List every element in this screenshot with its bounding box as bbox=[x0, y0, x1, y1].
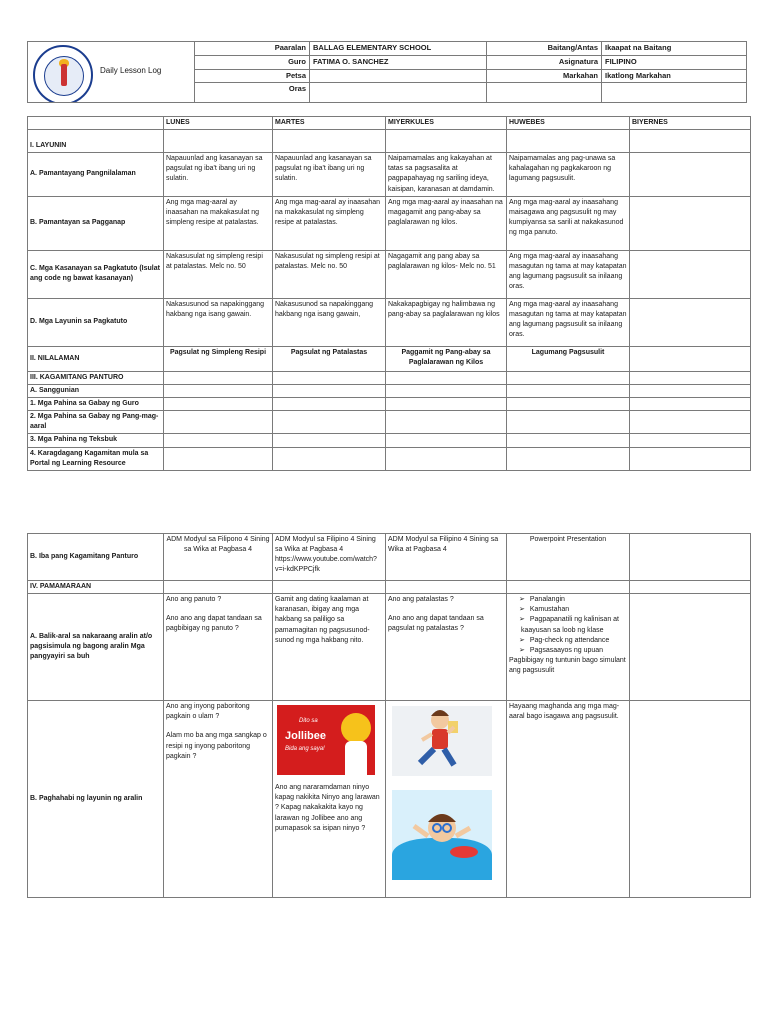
value-baitang: Ikaapat na Baitang bbox=[602, 42, 747, 56]
question: Ano ang nararamdaman ninyo kapag nakikita Ninyo ang larawan ? Kapag nakakakita kayo ng larawan ng Jollibee ano ang pumapasok sa isipan ninyo ? bbox=[275, 784, 380, 832]
table-row bbox=[28, 581, 751, 594]
cell bbox=[164, 594, 273, 701]
value-markahan: Ikatlong Markahan bbox=[602, 69, 747, 83]
cell: Nakasusunod sa napakinggang hakbang nga isang gawain. bbox=[164, 298, 273, 346]
day-header: LUNES bbox=[164, 117, 273, 130]
list-item: ➢ Pag-check ng attendance bbox=[521, 636, 627, 646]
cell bbox=[386, 701, 507, 898]
row-label: B. Paghahabi ng layunin ng aralin bbox=[28, 701, 164, 898]
cell: Nakasusulat ng simpleng resipi at patalastas. Melc no. 50 bbox=[273, 250, 386, 298]
header-table bbox=[27, 41, 747, 103]
table-row bbox=[28, 411, 751, 434]
cell: Napauunlad ang kasanayan sa pagsulat ng iba't ibang uri ng sulatin. bbox=[273, 153, 386, 197]
label-guro: Guro bbox=[195, 55, 310, 69]
cell: Nagagamit ang pang abay sa paglalarawan ng kilos- Melc no. 51 bbox=[386, 250, 507, 298]
cell bbox=[630, 701, 751, 898]
row-label: A. Sanggunian bbox=[28, 384, 164, 397]
cell: Nakasusulat ng simpleng resipi at patalastas. Melc no. 50 bbox=[164, 250, 273, 298]
cell: Nakakapagbigay ng halimbawa ng pang-abay sa paglalarawan ng kilos bbox=[386, 298, 507, 346]
jollibee-dito-text: Dito sa bbox=[299, 718, 318, 725]
cell: Ang mga mag-aaral ay inaasahang masagutan ng tama at may katapatan ang lagumang pagsusulit sa inilaang oras. bbox=[507, 298, 630, 346]
cell bbox=[273, 701, 386, 898]
table-row bbox=[28, 384, 751, 397]
label-petsa: Petsa bbox=[195, 69, 310, 83]
cell: Ang mga mag-aaral ay inaasahan na makakasulat ng simpleng resipe at patalastas. bbox=[273, 196, 386, 250]
jollibee-tagline: Bida ang saya! bbox=[285, 746, 325, 753]
swimming-child-image bbox=[392, 790, 492, 880]
row-label: A. Pamantayang Pangnilalaman bbox=[28, 153, 164, 197]
question: Alam mo ba ang mga sangkap o resipi ng inyong paboritong pagkain ? bbox=[166, 732, 267, 760]
jollibee-image bbox=[277, 705, 375, 775]
row-label: 1. Mga Pahina sa Gabay ng Guro bbox=[28, 397, 164, 410]
cell: Ang mga mag-aaral ay inaasahan na magagamit ang pang-abay sa paglalarawan ng kilos. bbox=[386, 196, 507, 250]
section-layunin: I. LAYUNIN bbox=[28, 130, 164, 153]
cell: Napauunlad ang kasanayan sa pagsulat ng iba't ibang uri ng sulatin. bbox=[164, 153, 273, 197]
table-row bbox=[28, 153, 751, 197]
cell: Pagsulat ng Simpleng Resipi bbox=[164, 346, 273, 371]
cell: Nakasusunod sa napakinggang hakbang nga isang gawain, bbox=[273, 298, 386, 346]
row-label: D. Mga Layunin sa Pagkatuto bbox=[28, 298, 164, 346]
cell bbox=[630, 153, 751, 197]
cell: Lagumang Pagsusulit bbox=[507, 346, 630, 371]
cell: Ang mga mag-aaral ay inaasahang masagutan ng tama at may katapatan ang lagumang pagsusulit sa inilaang oras. bbox=[507, 250, 630, 298]
row-label: 3. Mga Pahina ng Teksbuk bbox=[28, 434, 164, 447]
table-row bbox=[28, 701, 751, 898]
value-petsa bbox=[310, 69, 487, 83]
lesson-table-1 bbox=[27, 116, 751, 471]
table-row bbox=[28, 298, 751, 346]
rules-text: Pagbibigay ng tuntunin bago simulant ang pagsusulit bbox=[509, 656, 626, 675]
question: Ano ang inyong paboritong pagkain o ulam ? bbox=[166, 703, 250, 721]
list-item: ➢ Pagsasaayos ng upuan bbox=[521, 646, 627, 656]
value-empty bbox=[602, 83, 747, 103]
list-item: ➢ Kamustahan bbox=[521, 605, 627, 615]
table-row bbox=[28, 534, 751, 581]
label-oras: Oras bbox=[195, 83, 310, 103]
label-baitang: Baitang/Antas bbox=[487, 42, 602, 56]
cell bbox=[630, 298, 751, 346]
value-guro: FATIMA O. SANCHEZ bbox=[310, 55, 487, 69]
table-row bbox=[28, 250, 751, 298]
corner-cell bbox=[28, 117, 164, 130]
jollibee-logo-text: Jollibee bbox=[285, 730, 326, 743]
cell bbox=[630, 196, 751, 250]
cell bbox=[630, 346, 751, 371]
question: Ano ano ang dapat tandaan sa pagbibigay ng panuto ? bbox=[166, 615, 262, 633]
row-label: III. KAGAMITANG PANTURO bbox=[28, 371, 164, 384]
days-header-row bbox=[28, 117, 751, 130]
table-row bbox=[28, 130, 751, 153]
table-row bbox=[28, 371, 751, 384]
table-row bbox=[28, 346, 751, 371]
cell: Gamit ang dating kaalaman at karanasan, ibigay ang mga hakbang sa paliligo sa pamamagitan ng pagsusunod-sunod ng mga hakbang nito. bbox=[273, 594, 386, 701]
row-label: IV. PAMAMARAAN bbox=[28, 581, 164, 594]
label-asignatura: Asignatura bbox=[487, 55, 602, 69]
jollibee-mascot-icon bbox=[341, 713, 371, 743]
row-label: B. Iba pang Kagamitang Panturo bbox=[28, 534, 164, 581]
cell: ADM Modyul sa Filipino 4 Sining sa Wika at Pagbasa 4 https://www.youtube.com/watch?v=i-kdKPPCjfk bbox=[273, 534, 386, 581]
cell bbox=[164, 701, 273, 898]
label-paaralan: Paaralan bbox=[195, 42, 310, 56]
question: Ano ang panuto ? bbox=[166, 596, 222, 604]
cell: Ang mga mag-aaral ay inaasahan na makakasulat ng simpleng resipe at patalastas. bbox=[164, 196, 273, 250]
cell: Naipamamalas ang kakayahan at tatas sa pagsasalita at pagpapahayag ng sariling ideya, kaisipan, karanasan at damdamin. bbox=[386, 153, 507, 197]
table-row bbox=[28, 434, 751, 447]
row-label: 2. Mga Pahina sa Gabay ng Pang-mag-aaral bbox=[28, 411, 164, 434]
list-item: ➢ Pagpapanatili ng kalinisan at kaayusan sa loob ng klase bbox=[521, 615, 627, 635]
day-header: MARTES bbox=[273, 117, 386, 130]
cell bbox=[630, 594, 751, 701]
table-row bbox=[28, 594, 751, 701]
question: Ano ano ang dapat tandaan sa pagsulat ng patalastas ? bbox=[388, 615, 484, 633]
cell: Naipamamalas ang pag-unawa sa kahalagahan ng pagkakaroon ng lagumang pagsusulit. bbox=[507, 153, 630, 197]
row-label: B. Pamantayan sa Pagganap bbox=[28, 196, 164, 250]
row-label: C. Mga Kasanayan sa Pagkatuto (Isulat ang code ng bawat kasanayan) bbox=[28, 250, 164, 298]
day-header: HUWEBES bbox=[507, 117, 630, 130]
table-row bbox=[28, 397, 751, 410]
cell bbox=[630, 534, 751, 581]
cell bbox=[630, 250, 751, 298]
day-header: MIYERKULES bbox=[386, 117, 507, 130]
row-label: II. NILALAMAN bbox=[28, 346, 164, 371]
lesson-table-2 bbox=[27, 533, 751, 898]
running-child-image bbox=[392, 706, 492, 776]
cell: Ang mga mag-aaral ay inaasahang maisagawa ang pagsusulit ng may kumpiyansa sa sarili at nakakasunod ng mga panuto. bbox=[507, 196, 630, 250]
logo-cell bbox=[28, 42, 195, 103]
row-label: 4. Karagdagang Kagamitan mula sa Portal ng Learning Resource bbox=[28, 447, 164, 470]
cell: ADM Modyul sa Filipino 4 Sining sa Wika at Pagbasa 4 bbox=[386, 534, 507, 581]
value-paaralan: BALLAG ELEMENTARY SCHOOL bbox=[310, 42, 487, 56]
value-asignatura: FILIPINO bbox=[602, 55, 747, 69]
row-label: A. Balik-aral sa nakaraang aralin at/o pagsisimula ng bagong aralin Mga pangyayiri sa buh bbox=[28, 594, 164, 701]
cell: ADM Modyul sa Filipono 4 Sining sa Wika at Pagbasa 4 bbox=[164, 534, 273, 581]
cell bbox=[507, 594, 630, 701]
label-markahan: Markahan bbox=[487, 69, 602, 83]
document-title: Daily Lesson Log bbox=[100, 66, 162, 75]
list-item: ➢ Panalangin bbox=[521, 595, 627, 605]
cell: Powerpoint Presentation bbox=[507, 534, 630, 581]
day-header: BIYERNES bbox=[630, 117, 751, 130]
deped-seal-icon bbox=[33, 45, 93, 103]
question: Ano ang patalastas ? bbox=[388, 596, 454, 604]
table-row bbox=[28, 447, 751, 470]
value-oras bbox=[310, 83, 487, 103]
cell: Hayaang maghanda ang mga mag-aaral bago isagawa ang pagsusulit. bbox=[507, 701, 630, 898]
cell: Pagsulat ng Patalastas bbox=[273, 346, 386, 371]
cell: Paggamit ng Pang-abay sa Paglalarawan ng Kilos bbox=[386, 346, 507, 371]
routine-list bbox=[509, 595, 627, 656]
label-empty bbox=[487, 83, 602, 103]
cell bbox=[386, 594, 507, 701]
table-row bbox=[28, 196, 751, 250]
